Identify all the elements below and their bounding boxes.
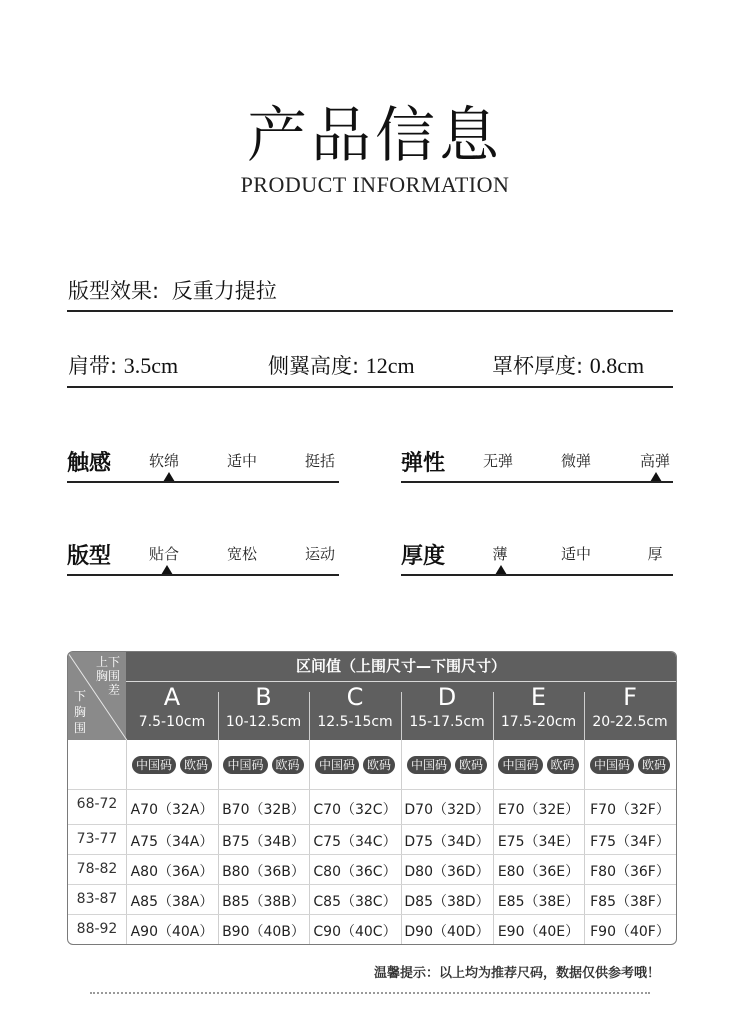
corner-label: 围 bbox=[74, 721, 87, 735]
divider bbox=[67, 574, 339, 576]
attr-option: 适中 bbox=[226, 452, 257, 470]
table-cell: E80（36E） bbox=[497, 864, 580, 880]
column-header-f bbox=[584, 682, 676, 740]
badge-group bbox=[309, 756, 401, 776]
column-header-b bbox=[218, 682, 309, 740]
table-cell: E75（34E） bbox=[497, 834, 580, 850]
attr-elasticity-title: 弹性 bbox=[401, 451, 446, 476]
divider bbox=[68, 914, 676, 915]
row-under-bust: 88-92 bbox=[76, 921, 118, 937]
table-cell: D90（40D） bbox=[404, 924, 490, 940]
divider bbox=[401, 481, 673, 483]
spec-value: 0.8cm bbox=[589, 353, 645, 378]
corner-label: 上下 bbox=[96, 655, 121, 669]
cup-range: 15-17.5cm bbox=[409, 714, 485, 730]
column-header-d bbox=[401, 682, 493, 740]
table-cell: F70（32F） bbox=[590, 802, 670, 818]
badge-cn: 中国码 bbox=[315, 756, 359, 774]
table-cell: E85（38E） bbox=[497, 894, 580, 910]
spec-value: 3.5cm bbox=[123, 353, 179, 378]
badge-eu: 欧码 bbox=[180, 756, 212, 774]
attr-option: 贴合 bbox=[148, 545, 179, 563]
table-cell: B70（32B） bbox=[222, 802, 305, 818]
divider bbox=[67, 386, 673, 388]
cup-range: 17.5-20cm bbox=[500, 714, 577, 730]
cup-letter: F bbox=[623, 683, 637, 711]
table-cell: A70（32A） bbox=[130, 802, 214, 818]
table-cell: E70（32E） bbox=[497, 802, 580, 818]
badge-eu: 欧码 bbox=[547, 756, 579, 774]
table-cell: C80（36C） bbox=[313, 864, 397, 880]
badge-cn: 中国码 bbox=[498, 756, 542, 774]
cup-range: 12.5-15cm bbox=[317, 714, 393, 730]
spec-value: 12cm bbox=[365, 353, 415, 378]
badge-eu: 欧码 bbox=[363, 756, 395, 774]
effect-value: 反重力提拉 bbox=[171, 279, 277, 303]
spec-label: 侧翼高度: bbox=[268, 354, 360, 378]
range-title: 区间值（上围尺寸—下围尺寸） bbox=[295, 657, 506, 675]
divider bbox=[67, 481, 339, 483]
divider bbox=[67, 310, 673, 312]
spec-wing-height bbox=[268, 350, 415, 380]
table-cell: B90（40B） bbox=[222, 924, 305, 940]
cup-letter: A bbox=[163, 683, 181, 711]
column-header-c bbox=[309, 682, 401, 740]
table-cell: E90（40E） bbox=[497, 924, 580, 940]
badge-eu: 欧码 bbox=[638, 756, 670, 774]
divider bbox=[401, 574, 673, 576]
page-subtitle: PRODUCT INFORMATION bbox=[240, 172, 510, 197]
corner-label: 胸围 bbox=[96, 669, 121, 683]
size-table bbox=[67, 651, 677, 945]
spec-strap bbox=[68, 350, 178, 380]
badge-group bbox=[584, 756, 676, 776]
badge-eu: 欧码 bbox=[272, 756, 304, 774]
column-header-a bbox=[126, 682, 218, 740]
table-corner bbox=[68, 652, 126, 740]
table-cell: A75（34A） bbox=[130, 834, 214, 850]
cup-letter: D bbox=[437, 683, 457, 711]
spec-cup-thickness bbox=[492, 350, 644, 380]
spec-label: 肩带: bbox=[68, 354, 118, 378]
attr-touch-title: 触感 bbox=[67, 451, 112, 476]
table-cell: D70（32D） bbox=[404, 802, 490, 818]
table-cell: F85（38F） bbox=[590, 894, 670, 910]
divider bbox=[68, 884, 676, 885]
corner-label: 差 bbox=[108, 683, 121, 697]
attr-option: 软绵 bbox=[148, 452, 179, 470]
divider bbox=[68, 789, 676, 790]
row-under-bust: 83-87 bbox=[76, 891, 118, 907]
badge-group bbox=[218, 756, 309, 776]
table-cell: F90（40F） bbox=[590, 924, 670, 940]
effect-label: 版型效果: bbox=[68, 279, 160, 303]
attr-option: 宽松 bbox=[226, 545, 257, 563]
table-cell: B80（36B） bbox=[222, 864, 305, 880]
badge-group bbox=[493, 756, 584, 776]
cup-range: 7.5-10cm bbox=[138, 714, 206, 730]
table-cell: C90（40C） bbox=[313, 924, 397, 940]
page-title: 产品信息 bbox=[247, 101, 503, 171]
attr-option: 适中 bbox=[560, 545, 591, 563]
divider bbox=[68, 824, 676, 825]
badge-cn: 中国码 bbox=[407, 756, 451, 774]
attr-option: 微弹 bbox=[560, 452, 591, 470]
attr-option: 挺括 bbox=[304, 452, 335, 470]
table-cell: A90（40A） bbox=[130, 924, 214, 940]
table-cell: D80（36D） bbox=[404, 864, 490, 880]
badge-cn: 中国码 bbox=[132, 756, 176, 774]
cup-letter: E bbox=[530, 683, 547, 711]
effect-row bbox=[68, 275, 277, 305]
dotted-divider bbox=[90, 992, 650, 994]
table-cell: C75（34C） bbox=[313, 834, 397, 850]
table-cell: A85（38A） bbox=[130, 894, 214, 910]
attr-fit-title: 版型 bbox=[67, 544, 112, 569]
attr-option: 薄 bbox=[492, 545, 508, 563]
attr-thickness-title: 厚度 bbox=[401, 544, 446, 569]
badge-group bbox=[126, 756, 218, 776]
attr-option: 高弹 bbox=[639, 452, 670, 470]
size-note: 温馨提示：以上均为推荐尺码，数据仅供参考哦！ bbox=[373, 966, 660, 981]
badge-cn: 中国码 bbox=[590, 756, 634, 774]
table-cell: A80（36A） bbox=[130, 864, 214, 880]
row-under-bust: 68-72 bbox=[76, 796, 118, 812]
attr-option: 厚 bbox=[647, 545, 663, 563]
column-header-e bbox=[493, 682, 584, 740]
badge-group bbox=[401, 756, 493, 776]
table-cell: C85（38C） bbox=[313, 894, 397, 910]
cup-letter: B bbox=[255, 683, 272, 711]
table-cell: D75（34D） bbox=[404, 834, 490, 850]
divider bbox=[68, 854, 676, 855]
corner-label: 胸 bbox=[74, 705, 87, 719]
cup-range: 20-22.5cm bbox=[592, 714, 668, 730]
table-cell: F80（36F） bbox=[590, 864, 670, 880]
attr-option: 运动 bbox=[304, 545, 335, 563]
badge-eu: 欧码 bbox=[455, 756, 487, 774]
row-under-bust: 73-77 bbox=[76, 831, 118, 847]
attr-option: 无弹 bbox=[482, 452, 513, 470]
corner-label: 下 bbox=[74, 689, 87, 703]
table-cell: B85（38B） bbox=[222, 894, 305, 910]
table-cell: D85（38D） bbox=[404, 894, 490, 910]
table-cell: F75（34F） bbox=[590, 834, 670, 850]
spec-label: 罩杯厚度: bbox=[492, 354, 584, 378]
table-cell: B75（34B） bbox=[222, 834, 305, 850]
badge-cn: 中国码 bbox=[223, 756, 267, 774]
cup-letter: C bbox=[346, 683, 364, 711]
cup-range: 10-12.5cm bbox=[225, 714, 302, 730]
table-cell: C70（32C） bbox=[313, 802, 397, 818]
row-under-bust: 78-82 bbox=[76, 861, 118, 877]
